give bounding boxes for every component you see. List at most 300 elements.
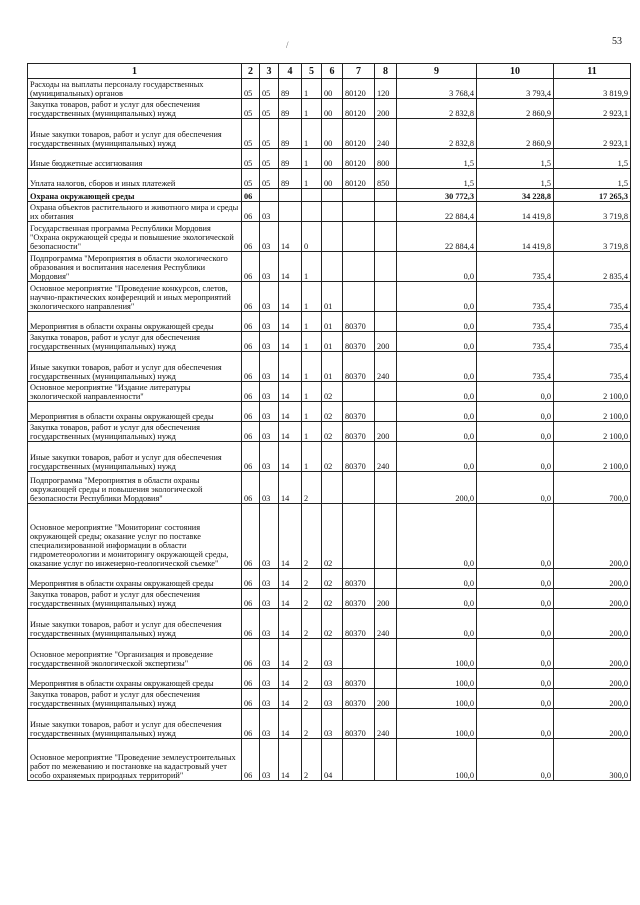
table-row — [28, 119, 631, 149]
code-subsection: 05 — [260, 169, 279, 189]
value-col-10: 2 860,9 — [477, 99, 554, 119]
code-activity: 02 — [322, 569, 343, 589]
code-activity: 01 — [322, 282, 343, 312]
table-row — [28, 569, 631, 589]
column-header: 2 — [242, 64, 260, 79]
code-expense-type — [375, 202, 397, 222]
code-section: 06 — [242, 739, 260, 781]
code-subsection: 03 — [260, 609, 279, 639]
table-row — [28, 99, 631, 119]
table-row — [28, 352, 631, 382]
row-name: Закупка товаров, работ и услуг для обеспечения государственных (муниципальных) нужд — [28, 332, 242, 352]
page-number: 53 — [612, 36, 622, 47]
code-expense-type: 240 — [375, 442, 397, 472]
code-subsection: 03 — [260, 442, 279, 472]
value-col-10: 0,0 — [477, 402, 554, 422]
code-activity: 00 — [322, 169, 343, 189]
code-direction: 80120 — [343, 119, 375, 149]
value-col-10: 0,0 — [477, 569, 554, 589]
code-program: 14 — [279, 472, 302, 504]
code-subprogram: 1 — [302, 402, 322, 422]
code-program: 14 — [279, 402, 302, 422]
table-row — [28, 382, 631, 402]
code-expense-type: 850 — [375, 169, 397, 189]
value-col-9: 0,0 — [397, 504, 477, 569]
table-row — [28, 472, 631, 504]
code-program: 14 — [279, 589, 302, 609]
value-col-11: 735,4 — [554, 282, 631, 312]
code-subprogram: 1 — [302, 169, 322, 189]
code-program: 14 — [279, 709, 302, 739]
code-subsection: 03 — [260, 709, 279, 739]
value-col-11: 200,0 — [554, 639, 631, 669]
code-subprogram: 1 — [302, 312, 322, 332]
row-name: Иные закупки товаров, работ и услуг для обеспечения государственных (муниципальных) нужд — [28, 442, 242, 472]
table-row — [28, 504, 631, 569]
code-section: 05 — [242, 169, 260, 189]
code-subsection: 03 — [260, 422, 279, 442]
value-col-11: 2 100,0 — [554, 442, 631, 472]
code-expense-type: 200 — [375, 589, 397, 609]
code-program: 14 — [279, 312, 302, 332]
code-program: 14 — [279, 689, 302, 709]
budget-table — [27, 63, 631, 781]
column-header: 1 — [28, 64, 242, 79]
code-direction: 80370 — [343, 609, 375, 639]
code-program: 89 — [279, 149, 302, 169]
value-col-11: 17 265,3 — [554, 189, 631, 202]
value-col-11: 200,0 — [554, 504, 631, 569]
table-row — [28, 709, 631, 739]
code-direction: 80120 — [343, 169, 375, 189]
code-program: 14 — [279, 222, 302, 252]
code-subsection: 03 — [260, 282, 279, 312]
column-header: 6 — [322, 64, 343, 79]
code-subprogram: 1 — [302, 119, 322, 149]
value-col-10: 0,0 — [477, 442, 554, 472]
code-subprogram: 1 — [302, 149, 322, 169]
value-col-9: 0,0 — [397, 282, 477, 312]
code-activity: 00 — [322, 149, 343, 169]
code-program: 14 — [279, 739, 302, 781]
code-subsection: 03 — [260, 222, 279, 252]
value-col-10: 735,4 — [477, 312, 554, 332]
code-subsection: 03 — [260, 669, 279, 689]
value-col-10: 735,4 — [477, 282, 554, 312]
row-name: Иные закупки товаров, работ и услуг для обеспечения государственных (муниципальных) нужд — [28, 352, 242, 382]
code-subsection: 03 — [260, 252, 279, 282]
code-program: 14 — [279, 639, 302, 669]
code-expense-type — [375, 382, 397, 402]
value-col-10: 0,0 — [477, 422, 554, 442]
value-col-9: 100,0 — [397, 639, 477, 669]
value-col-11: 2 835,4 — [554, 252, 631, 282]
value-col-9: 100,0 — [397, 689, 477, 709]
value-col-9: 0,0 — [397, 569, 477, 589]
value-col-11: 200,0 — [554, 709, 631, 739]
value-col-9: 0,0 — [397, 252, 477, 282]
code-expense-type — [375, 472, 397, 504]
code-section: 06 — [242, 402, 260, 422]
code-section: 06 — [242, 504, 260, 569]
code-expense-type — [375, 739, 397, 781]
code-section: 06 — [242, 442, 260, 472]
code-subsection: 03 — [260, 504, 279, 569]
code-direction — [343, 282, 375, 312]
code-subsection — [260, 189, 279, 202]
code-expense-type: 200 — [375, 422, 397, 442]
code-subsection: 03 — [260, 689, 279, 709]
value-col-11: 735,4 — [554, 352, 631, 382]
table-row — [28, 669, 631, 689]
value-col-9: 0,0 — [397, 402, 477, 422]
code-subprogram: 2 — [302, 639, 322, 669]
code-activity: 01 — [322, 332, 343, 352]
code-activity: 02 — [322, 422, 343, 442]
code-subsection: 03 — [260, 639, 279, 669]
code-section: 06 — [242, 472, 260, 504]
code-activity: 03 — [322, 669, 343, 689]
value-col-10: 0,0 — [477, 472, 554, 504]
value-col-11: 735,4 — [554, 332, 631, 352]
value-col-10: 735,4 — [477, 252, 554, 282]
code-expense-type: 200 — [375, 689, 397, 709]
value-col-11: 300,0 — [554, 739, 631, 781]
value-col-10: 1,5 — [477, 149, 554, 169]
value-col-11: 3 719,8 — [554, 202, 631, 222]
code-program: 14 — [279, 504, 302, 569]
table-row — [28, 149, 631, 169]
value-col-9: 2 832,8 — [397, 119, 477, 149]
value-col-9: 0,0 — [397, 382, 477, 402]
row-name: Уплата налогов, сборов и иных платежей — [28, 169, 242, 189]
code-subsection: 03 — [260, 352, 279, 382]
code-expense-type: 120 — [375, 79, 397, 99]
code-subsection: 05 — [260, 149, 279, 169]
code-section: 05 — [242, 149, 260, 169]
column-header: 11 — [554, 64, 631, 79]
table-row — [28, 442, 631, 472]
code-activity: 02 — [322, 382, 343, 402]
value-col-11: 1,5 — [554, 169, 631, 189]
value-col-11: 2 923,1 — [554, 99, 631, 119]
code-activity — [322, 252, 343, 282]
code-activity: 03 — [322, 709, 343, 739]
value-col-11: 3 719,8 — [554, 222, 631, 252]
code-direction: 80120 — [343, 79, 375, 99]
value-col-10: 0,0 — [477, 504, 554, 569]
row-name: Закупка товаров, работ и услуг для обеспечения государственных (муниципальных) нужд — [28, 589, 242, 609]
code-program — [279, 202, 302, 222]
value-col-10: 14 419,8 — [477, 222, 554, 252]
value-col-9: 2 832,8 — [397, 99, 477, 119]
value-col-9: 30 772,3 — [397, 189, 477, 202]
row-name: Мероприятия в области охраны окружающей среды — [28, 569, 242, 589]
code-activity: 02 — [322, 402, 343, 422]
code-activity: 02 — [322, 504, 343, 569]
value-col-9: 22 884,4 — [397, 222, 477, 252]
table-row — [28, 222, 631, 252]
code-direction — [343, 504, 375, 569]
code-direction: 80370 — [343, 589, 375, 609]
code-activity: 04 — [322, 739, 343, 781]
value-col-9: 0,0 — [397, 609, 477, 639]
value-col-11: 200,0 — [554, 689, 631, 709]
code-subsection: 03 — [260, 312, 279, 332]
code-direction — [343, 382, 375, 402]
code-expense-type: 240 — [375, 352, 397, 382]
code-subprogram — [302, 189, 322, 202]
column-header: 4 — [279, 64, 302, 79]
code-program: 14 — [279, 382, 302, 402]
table-row — [28, 739, 631, 781]
code-program: 14 — [279, 252, 302, 282]
table-row — [28, 402, 631, 422]
code-section: 06 — [242, 189, 260, 202]
code-expense-type — [375, 282, 397, 312]
code-subsection: 03 — [260, 332, 279, 352]
row-name: Охрана окружающей среды — [28, 189, 242, 202]
code-subprogram: 0 — [302, 222, 322, 252]
table-row — [28, 422, 631, 442]
code-activity: 00 — [322, 79, 343, 99]
code-section: 06 — [242, 609, 260, 639]
table-row — [28, 189, 631, 202]
code-activity — [322, 472, 343, 504]
value-col-11: 200,0 — [554, 569, 631, 589]
value-col-10: 2 860,9 — [477, 119, 554, 149]
code-activity: 03 — [322, 689, 343, 709]
code-subsection: 03 — [260, 402, 279, 422]
table-row — [28, 282, 631, 312]
code-activity: 02 — [322, 442, 343, 472]
column-header: 3 — [260, 64, 279, 79]
code-direction — [343, 252, 375, 282]
value-col-10: 0,0 — [477, 739, 554, 781]
value-col-11: 735,4 — [554, 312, 631, 332]
column-header: 7 — [343, 64, 375, 79]
row-name: Мероприятия в области охраны окружающей среды — [28, 402, 242, 422]
row-name: Основное мероприятие "Проведение землеустроительных работ по межеванию и постановке на кадастровый учет особо охраняемых природных территорий" — [28, 739, 242, 781]
value-col-11: 2 923,1 — [554, 119, 631, 149]
code-program: 14 — [279, 442, 302, 472]
code-direction — [343, 639, 375, 669]
code-subprogram: 1 — [302, 352, 322, 382]
code-section: 06 — [242, 422, 260, 442]
code-expense-type: 240 — [375, 119, 397, 149]
code-section: 05 — [242, 119, 260, 149]
code-subsection: 05 — [260, 119, 279, 149]
value-col-9: 0,0 — [397, 589, 477, 609]
code-subprogram: 1 — [302, 252, 322, 282]
code-activity — [322, 222, 343, 252]
code-section: 05 — [242, 79, 260, 99]
value-col-10: 0,0 — [477, 589, 554, 609]
code-subsection: 03 — [260, 589, 279, 609]
row-name: Мероприятия в области охраны окружающей среды — [28, 669, 242, 689]
value-col-11: 2 100,0 — [554, 382, 631, 402]
code-activity: 02 — [322, 589, 343, 609]
code-subprogram: 2 — [302, 569, 322, 589]
code-section: 06 — [242, 709, 260, 739]
value-col-9: 0,0 — [397, 422, 477, 442]
row-name: Основное мероприятие "Мониторинг состояния окружающей среды; оказание услуг по поставке специализированной информации в области гидрометеорологии и мониторингу окружающей среды, оказание услуг по инженерно-геологической съемке" — [28, 504, 242, 569]
column-header: 5 — [302, 64, 322, 79]
code-subprogram: 1 — [302, 332, 322, 352]
value-col-9: 0,0 — [397, 442, 477, 472]
code-subprogram: 2 — [302, 739, 322, 781]
table-row — [28, 79, 631, 99]
row-name: Закупка товаров, работ и услуг для обеспечения государственных (муниципальных) нужд — [28, 99, 242, 119]
value-col-9: 100,0 — [397, 739, 477, 781]
code-activity: 00 — [322, 119, 343, 149]
code-subsection: 03 — [260, 202, 279, 222]
row-name: Основное мероприятие "Издание литературы экологической направленности" — [28, 382, 242, 402]
table-row — [28, 589, 631, 609]
table-row — [28, 609, 631, 639]
code-subprogram: 2 — [302, 609, 322, 639]
column-header: 10 — [477, 64, 554, 79]
code-expense-type — [375, 569, 397, 589]
code-section: 06 — [242, 569, 260, 589]
code-subprogram: 2 — [302, 709, 322, 739]
code-program: 14 — [279, 332, 302, 352]
code-direction: 80370 — [343, 352, 375, 382]
value-col-10: 0,0 — [477, 689, 554, 709]
code-subprogram: 1 — [302, 99, 322, 119]
table-row — [28, 202, 631, 222]
row-name: Закупка товаров, работ и услуг для обеспечения государственных (муниципальных) нужд — [28, 422, 242, 442]
code-subprogram: 2 — [302, 589, 322, 609]
code-subsection: 03 — [260, 472, 279, 504]
code-activity — [322, 189, 343, 202]
code-activity: 01 — [322, 312, 343, 332]
value-col-11: 1,5 — [554, 149, 631, 169]
code-expense-type — [375, 312, 397, 332]
value-col-10: 735,4 — [477, 332, 554, 352]
code-direction: 80370 — [343, 332, 375, 352]
header-row — [28, 64, 631, 79]
row-name: Закупка товаров, работ и услуг для обеспечения государственных (муниципальных) нужд — [28, 689, 242, 709]
code-section: 06 — [242, 282, 260, 312]
code-expense-type — [375, 222, 397, 252]
code-expense-type: 800 — [375, 149, 397, 169]
row-name: Государственная программа Республики Мордовия "Охрана окружающей среды и повышение экологической безопасности" — [28, 222, 242, 252]
value-col-9: 22 884,4 — [397, 202, 477, 222]
code-subprogram: 1 — [302, 422, 322, 442]
code-direction: 80120 — [343, 99, 375, 119]
code-direction: 80370 — [343, 402, 375, 422]
code-subsection: 05 — [260, 99, 279, 119]
value-col-9: 1,5 — [397, 149, 477, 169]
code-program: 14 — [279, 569, 302, 589]
row-name: Мероприятия в области охраны окружающей среды — [28, 312, 242, 332]
table-row — [28, 332, 631, 352]
column-header: 8 — [375, 64, 397, 79]
row-name: Подпрограмма "Мероприятия в области охраны окружающей среды и повышения экологической безопасности Республики Мордовия" — [28, 472, 242, 504]
code-expense-type: 200 — [375, 332, 397, 352]
code-program — [279, 189, 302, 202]
code-activity — [322, 202, 343, 222]
value-col-9: 3 768,4 — [397, 79, 477, 99]
code-expense-type: 240 — [375, 609, 397, 639]
code-section: 06 — [242, 589, 260, 609]
column-header: 9 — [397, 64, 477, 79]
code-direction — [343, 222, 375, 252]
value-col-10: 34 228,8 — [477, 189, 554, 202]
value-col-10: 0,0 — [477, 639, 554, 669]
code-subprogram: 2 — [302, 504, 322, 569]
code-program: 14 — [279, 352, 302, 382]
value-col-11: 3 819,9 — [554, 79, 631, 99]
code-subsection: 03 — [260, 569, 279, 589]
code-section: 06 — [242, 639, 260, 669]
value-col-10: 0,0 — [477, 382, 554, 402]
value-col-10: 3 793,4 — [477, 79, 554, 99]
code-direction: 80120 — [343, 149, 375, 169]
code-subprogram — [302, 202, 322, 222]
code-direction: 80370 — [343, 689, 375, 709]
value-col-11: 200,0 — [554, 609, 631, 639]
value-col-9: 200,0 — [397, 472, 477, 504]
code-subprogram: 2 — [302, 689, 322, 709]
code-subprogram: 1 — [302, 282, 322, 312]
code-section: 06 — [242, 312, 260, 332]
table-row — [28, 312, 631, 332]
code-program: 14 — [279, 609, 302, 639]
code-expense-type — [375, 669, 397, 689]
code-direction — [343, 189, 375, 202]
value-col-11: 200,0 — [554, 669, 631, 689]
code-section: 05 — [242, 99, 260, 119]
code-activity: 03 — [322, 639, 343, 669]
code-direction: 80370 — [343, 422, 375, 442]
table-row — [28, 169, 631, 189]
code-subprogram: 2 — [302, 472, 322, 504]
row-name: Иные бюджетные ассигнования — [28, 149, 242, 169]
code-program: 14 — [279, 422, 302, 442]
row-name: Иные закупки товаров, работ и услуг для обеспечения государственных (муниципальных) нужд — [28, 609, 242, 639]
code-expense-type — [375, 504, 397, 569]
row-name: Основное мероприятие "Организация и проведение государственной экологической экспертизы" — [28, 639, 242, 669]
value-col-11: 2 100,0 — [554, 402, 631, 422]
value-col-10: 735,4 — [477, 352, 554, 382]
value-col-9: 0,0 — [397, 312, 477, 332]
value-col-9: 100,0 — [397, 669, 477, 689]
code-program: 14 — [279, 282, 302, 312]
code-expense-type — [375, 189, 397, 202]
code-expense-type: 240 — [375, 709, 397, 739]
code-expense-type: 200 — [375, 99, 397, 119]
code-section: 06 — [242, 202, 260, 222]
code-section: 06 — [242, 669, 260, 689]
code-activity: 01 — [322, 352, 343, 382]
code-program: 14 — [279, 669, 302, 689]
code-section: 06 — [242, 689, 260, 709]
table-row — [28, 252, 631, 282]
scan-mark: / — [286, 40, 289, 50]
value-col-10: 0,0 — [477, 669, 554, 689]
value-col-10: 0,0 — [477, 709, 554, 739]
value-col-11: 200,0 — [554, 589, 631, 609]
value-col-9: 100,0 — [397, 709, 477, 739]
code-section: 06 — [242, 252, 260, 282]
code-section: 06 — [242, 382, 260, 402]
code-section: 06 — [242, 332, 260, 352]
row-name: Иные закупки товаров, работ и услуг для обеспечения государственных (муниципальных) нужд — [28, 119, 242, 149]
value-col-9: 1,5 — [397, 169, 477, 189]
code-expense-type — [375, 402, 397, 422]
